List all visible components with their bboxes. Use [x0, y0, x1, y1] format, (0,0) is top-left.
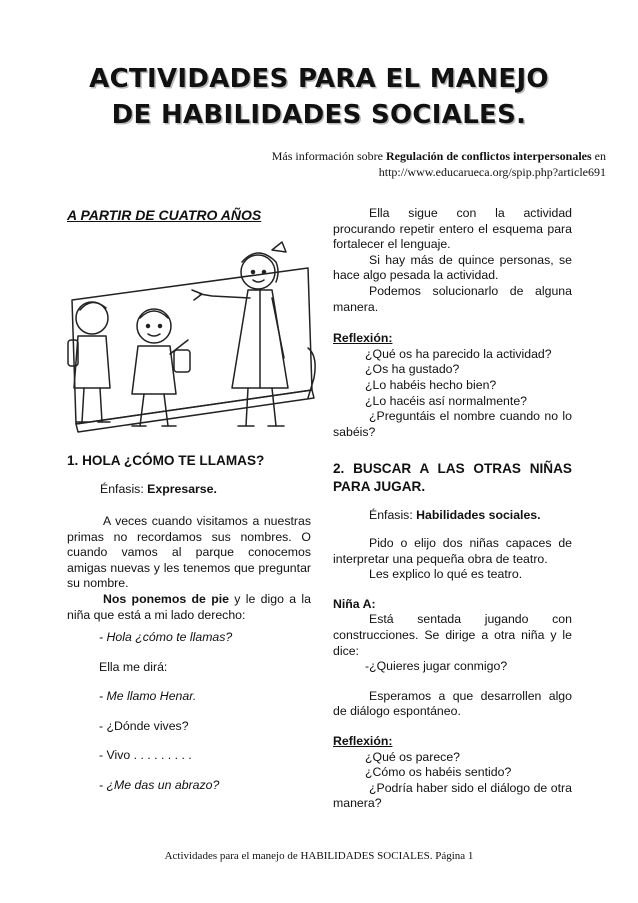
info-url[interactable]: http://www.educarueca.org/spip.php?article691: [378, 165, 606, 179]
dialogue-line5: - Vivo . . . . . . . . .: [99, 748, 192, 763]
section1-para2-rest: y le digo a la niña que está a mi lado derecho:: [67, 591, 311, 622]
section1-enfasis-label: Énfasis:: [100, 482, 144, 496]
document-title-line1: ACTIVIDADES PARA EL MANEJO: [89, 64, 549, 94]
nina-label: Niña A:: [333, 596, 376, 611]
section2-heading: 2. BUSCAR A LAS OTRAS NIÑAS PARA JUGAR.: [333, 461, 572, 494]
section2-body: [333, 536, 572, 812]
document-title-line2: DE HABILIDADES SOCIALES.: [111, 100, 527, 130]
section1-para2-bold: Nos ponemos de pie: [103, 591, 229, 606]
age-heading: A PARTIR DE CUATRO AÑOS: [67, 207, 262, 223]
reflexion2-q2: ¿Cómo os habéis sentido?: [365, 765, 512, 780]
page-footer: Actividades para el manejo de HABILIDADES SOCIALES. Página 1: [164, 850, 474, 862]
info-line: [136, 148, 606, 180]
reflexion1-q4: ¿Lo hacéis así normalmente?: [365, 393, 527, 408]
reflexion2-label: Reflexión:: [333, 733, 393, 748]
section2-enfasis-value: Habilidades sociales.: [416, 508, 541, 522]
reflexion2-q3: ¿Podría haber sido el diálogo de otra manera?: [333, 780, 572, 811]
section1-enfasis: [100, 482, 320, 498]
dialogue-line4: - ¿Dónde vives?: [99, 718, 189, 733]
section2-enfasis: [369, 508, 579, 524]
right-intro1: Ella sigue con la actividad procurando repetir entero el esquema para fortalecer el lenguaje.: [333, 206, 572, 252]
section1-enfasis-value: Expresarse.: [147, 482, 217, 496]
info-suffix: en: [594, 149, 606, 163]
section1-body: [67, 514, 311, 623]
reflexion1-q1: ¿Qué os ha parecido la actividad?: [365, 346, 552, 361]
info-topic-link[interactable]: Regulación de conflictos interpersonales: [386, 149, 592, 163]
right-intro2: Si hay más de quince personas, se hace algo pesada la actividad.: [333, 252, 572, 283]
reflexion1-q5: ¿Preguntáis el nombre cuando no lo sabéis?: [333, 409, 572, 439]
section1-para1: A veces cuando visitamos a nuestras primas no recordamos sus nombres. O cuando vamos al parque conocemos amigas nuevas y les tenemos que preguntar su nombre.: [67, 514, 311, 591]
info-prefix: Más información sobre: [271, 149, 384, 163]
section2-para2: Les explico lo qué es teatro.: [369, 567, 523, 582]
children-greeting-teacher-icon: [62, 238, 320, 436]
reflexion1-q3: ¿Lo habéis hecho bien?: [365, 377, 497, 392]
section2-para3: Esperamos a que desarrollen algo de diálogo espontáneo.: [333, 688, 572, 719]
section2-para1: Pido o elijo dos niñas capaces de interpretar una pequeña obra de teatro.: [333, 536, 572, 566]
right-intro: [333, 206, 572, 440]
section1-para2: [67, 592, 311, 623]
dialogue-line3: - Me llamo Henar.: [99, 689, 197, 704]
section1-dialogue: [99, 630, 313, 794]
nina-quote: -¿Quieres jugar conmigo?: [365, 659, 508, 674]
section2-enfasis-label: Énfasis:: [369, 508, 413, 522]
dialogue-line6: - ¿Me das un abrazo?: [99, 777, 220, 792]
section1-heading: 1. HOLA ¿CÓMO TE LLAMAS?: [67, 453, 265, 468]
nina-text: Está sentada jugando con construcciones. Se dirige a otra niña y le dice:: [333, 612, 572, 658]
reflexion1-label: Reflexión:: [333, 331, 393, 346]
right-intro3: Podemos solucionarlo de alguna manera.: [333, 283, 572, 314]
reflexion1-q2: ¿Os ha gustado?: [365, 362, 460, 377]
reflexion2-q1: ¿Qué os parece?: [365, 749, 461, 764]
dialogue-line2: Ella me dirá:: [99, 659, 168, 674]
dialogue-line1: - Hola ¿cómo te llamas?: [99, 630, 233, 644]
